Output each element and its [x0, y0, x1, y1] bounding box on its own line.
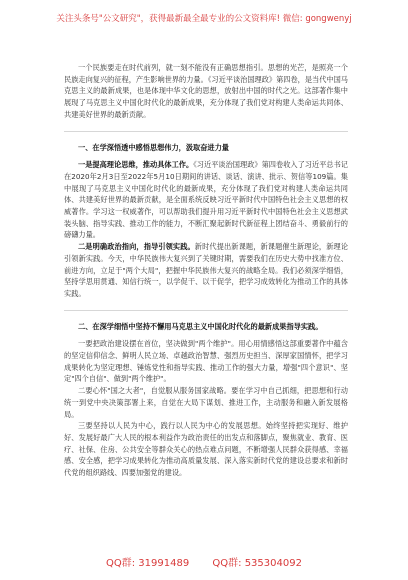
section-2-paragraph-1: 一要把政治建设摆在首位，坚决做到"两个维护"。用心用情感悟这部重要著作中蕴含的坚定信仰信念、鲜明人民立场、卓越政治智慧、强烈历史担当、深厚家国情怀，把学习成果转化为坚定理想、锤炼党性和指导实践、推动工作的强大力量，增强"四个意识"、坚定"四个自信"、做到"两个维护"。 [64, 339, 348, 384]
section-1-title: 一、在学深悟透中感悟思想伟力，汲取奋进力量 [78, 142, 229, 152]
divider [64, 131, 348, 132]
footer-qq-1: QQ群: 31991489 [106, 558, 190, 569]
divider [64, 310, 348, 311]
header-banner [0, 14, 408, 25]
section-1-paragraph-2 [64, 241, 348, 300]
footer-contacts [0, 554, 408, 569]
section-2-title: 二、在深学细悟中坚持不懈用马克思主义中国化时代化的最新成果指导实践。 [78, 321, 323, 331]
section-1-p1-lead: 一是提高理论思维，推动具体工作。 [78, 160, 194, 170]
footer-qq-2: QQ群: 535304092 [212, 558, 302, 569]
section-1-p2-text: 新时代提出新课题，新课题催生新理论，新理论引领新实践。今天，中华民族伟大复兴到了关键时期，需要我们在历史大势中找准方位、前进方向，立足于"两个大局"，把握中华民族伟大复兴的战略全局。我们必须深学细悟，坚持学思用贯通、知信行统一，以学促干、以干促学，把学习成效转化为推动工作的具体实践。 [64, 242, 348, 298]
intro-paragraph: 一个民族要走在时代前列，就一刻不能没有正确思想指引。思想的光芒，是照亮一个民族走向复兴的征程，产生影响世界的力量。《习近平谈治国理政》第四卷，是当代中国马克思主义的最新成果，也是体现中华文化的思想，放射出中国的时代之光。这部著作集中展现了马克思主义中国化时代化的最新成果，充分体现了我们党对构建人类命运共同体、共建美好世界的最新贡献。 [64, 63, 348, 119]
section-1-p1-text: 《习近平谈治国理政》第四卷收入了习近平总书记在2020年2月3日至2022年5月10日期间的讲话、谈话、演讲、批示、贺信等109篇。集中展现了马克思主义中国化时代化的最新成果，充分体现了我们党对构建人类命运共同体、共建美好世界的最新贡献，是全面系统反映习近平新时代中国特色社会主义思想的权威著作。学习这一权威著作，可以帮助我们提升用习近平新时代中国特色社会主义思想武装头脑、指导实践、推动工作的能力，不断汇聚起新时代新征程上团结奋斗、勇毅前行的磅礴力量。 [64, 160, 348, 240]
banner-text: 关注头条号"公文研究"，获得最新最全最专业的公文资料库! 微信: gongwenyj [56, 14, 352, 24]
section-1-paragraph-1 [64, 159, 348, 241]
document-body [64, 62, 348, 479]
section-2-paragraph-2: 二要心怀"国之大者"，自觉服从服务国家战略。要在学习中自己抓细，把思想和行动统一到党中央决策部署上来，自觉在大局下谋划、推进工作，主动服务和融入新发展格局。 [64, 386, 348, 419]
section-1-p2-lead: 二是明确政治指向，指导引领实践。 [78, 242, 195, 252]
section-2-paragraph-3: 三要坚持以人民为中心，践行以人民为中心的发展思想。始终坚持把实现好、维护好、发展好最广大人民的根本利益作为政治责任的出发点和落脚点，聚焦就业、教育、医疗、社保、住房、公共安全等群众关心的热点难点问题，不断增强人民群众获得感、幸福感、安全感，把学习成果转化为推动高质量发展、深入落实新时代党的建设总要求和新时代党的组织路线、四要加强党的建设。 [64, 421, 348, 478]
